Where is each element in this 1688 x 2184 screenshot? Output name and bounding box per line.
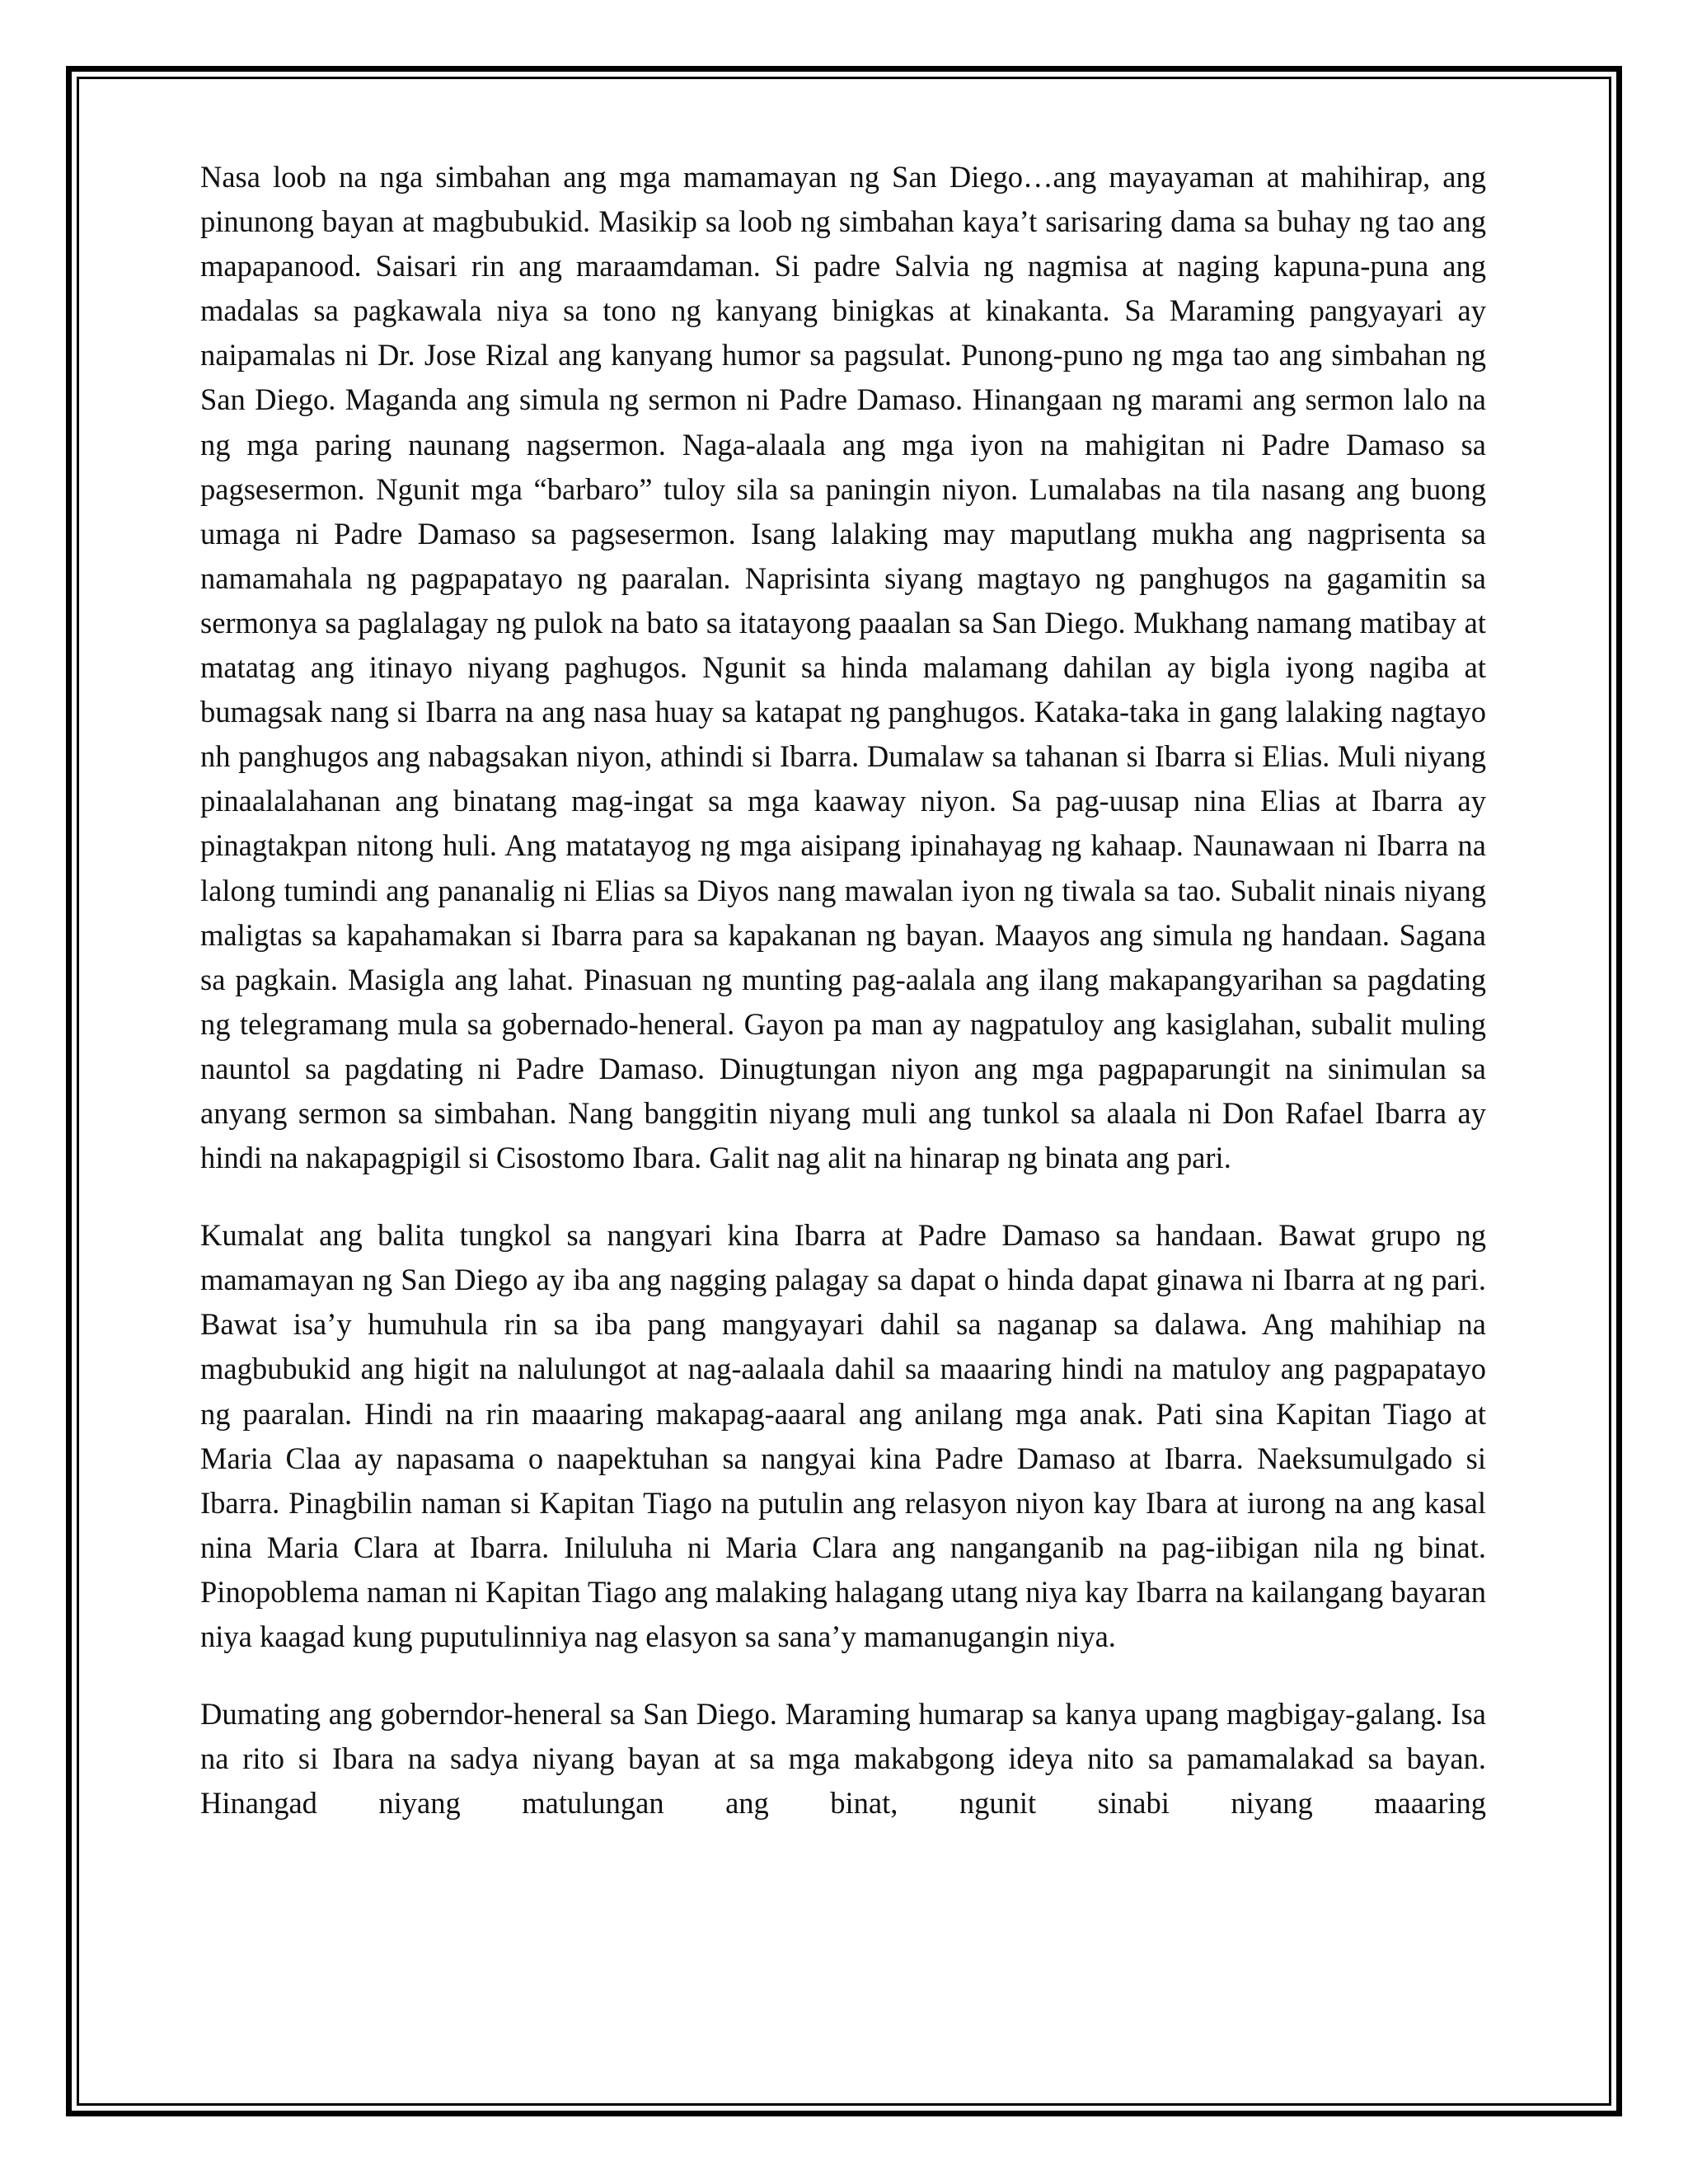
paragraph-1: Nasa loob na nga simbahan ang mga mamamayan ng San Diego…ang mayayaman at mahihirap, ang pinunong bayan at magbubukid. Masikip sa loob ng simbahan kaya’t sarisaring dama sa buhay ng tao ang mapapanood. Saisari rin ang maraamdaman. Si padre Salvia ng nagmisa at naging kapuna-puna ang madalas sa pagkawala niya sa tono ng kanyang binigkas at kinakanta. Sa Maraming pangyayari ay naipamalas ni Dr. Jose Rizal ang kanyang humor sa pagsulat. Punong-puno ng mga tao ang simbahan ng San Diego. Maganda ang simula ng sermon ni Padre Damaso. Hinangaan ng marami ang sermon lalo na ng mga paring naunang nagsermon. Naga-alaala ang mga iyon na mahigitan ni Padre Damaso sa pagsesermon. Ngunit mga “barbaro” tuloy sila sa paningin niyon. Lumalabas na tila nasang ang buong umaga ni Padre Damaso sa pagsesermon. Isang lalaking may maputlang mukha ang nagprisenta sa namamahala ng pagpapatayo ng paaralan. Naprisinta siyang magtayo ng panghugos na gagamitin sa sermonya sa paglalagay ng pulok na bato sa itatayong paaalan sa San Diego. Mukhang namang matibay at matatag ang itinayo niyang paghugos. Ngunit sa hinda malamang dahilan ay bigla iyong nagiba at bumagsak nang si Ibarra na ang nasa huay sa katapat ng panghugos. Kataka-taka in gang lalaking nagtayo nh panghugos ang nabagsakan niyon, athindi si Ibarra. Dumalaw sa tahanan si Ibarra si Elias. Muli niyang pinaalalahanan ang binatang mag-ingat sa mga kaaway niyon. Sa pag-uusap nina Elias at Ibarra ay pinagtakpan nitong huli. Ang matatayog ng mga aisipang ipinahayag ng kahaap. Naunawaan ni Ibarra na lalong tumindi ang pananalig ni Elias sa Diyos nang mawalan iyon ng tiwala sa tao. Subalit ninais niyang maligtas sa kapahamakan si Ibarra para sa kapakanan ng bayan. Maayos ang simula ng handaan. Sagana sa pagkain. Masigla ang lahat. Pinasuan ng munting pag-aalala ang ilang makapangyarihan sa pagdating ng telegramang mula sa gobernado-heneral. Gayon pa man ay nagpatuloy ang kasiglahan, subalit muling nauntol sa pagdating ni Padre Damaso. Dinugtungan niyon ang mga pagpaparungit na sinimulan sa anyang sermon sa simbahan. Nang banggitin niyang muli ang tunkol sa alaala ni Don Rafael Ibarra ay hindi na nakapagpigil si Cisostomo Ibara. Galit nag alit na hinarap ng binata ang pari. — [200, 160, 1486, 1175]
document-body — [200, 155, 1486, 1858]
paragraph-3: Dumating ang goberndor-heneral sa San Diego. Maraming humarap sa kanya upang magbigay-galang. Isa na rito si Ibara na sadya niyang bayan at sa mga makabgong ideya nito sa pamamalakad sa bayan. Hinangad niyang matulungan ang binat, ngunit sinabi niyang maaaring — [200, 1697, 1486, 1821]
paragraph-2: Kumalat ang balita tungkol sa nangyari kina Ibarra at Padre Damaso sa handaan. Bawat grupo ng mamamayan ng San Diego ay iba ang nagging palagay sa dapat o hinda dapat ginawa ni Ibarra at ng pari. Bawat isa’y humuhula rin sa iba pang mangyayari dahil sa naganap sa dalawa. Ang mahihiap na magbubukid ang higit na nalulungot at nag-aalaala dahil sa maaaring hindi na matuloy ang pagpapatayo ng paaralan. Hindi na rin maaaring makapag-aaaral ang anilang mga anak. Pati sina Kapitan Tiago at Maria Claa ay napasama o naapektuhan sa nangyai kina Padre Damaso at Ibarra. Naeksumulgado si Ibarra. Pinagbilin naman si Kapitan Tiago na putulin ang relasyon niyon kay Ibara at iurong na ang kasal nina Maria Clara at Ibarra. Iniluluha ni Maria Clara ang nanganganib na pag-iibigan nila ng binat. Pinopoblema naman ni Kapitan Tiago ang malaking halagang utang niya kay Ibarra na kailangang bayaran niya kaagad kung puputulinniya nag elasyon sa sana’y mamanugangin niya. — [200, 1218, 1486, 1653]
